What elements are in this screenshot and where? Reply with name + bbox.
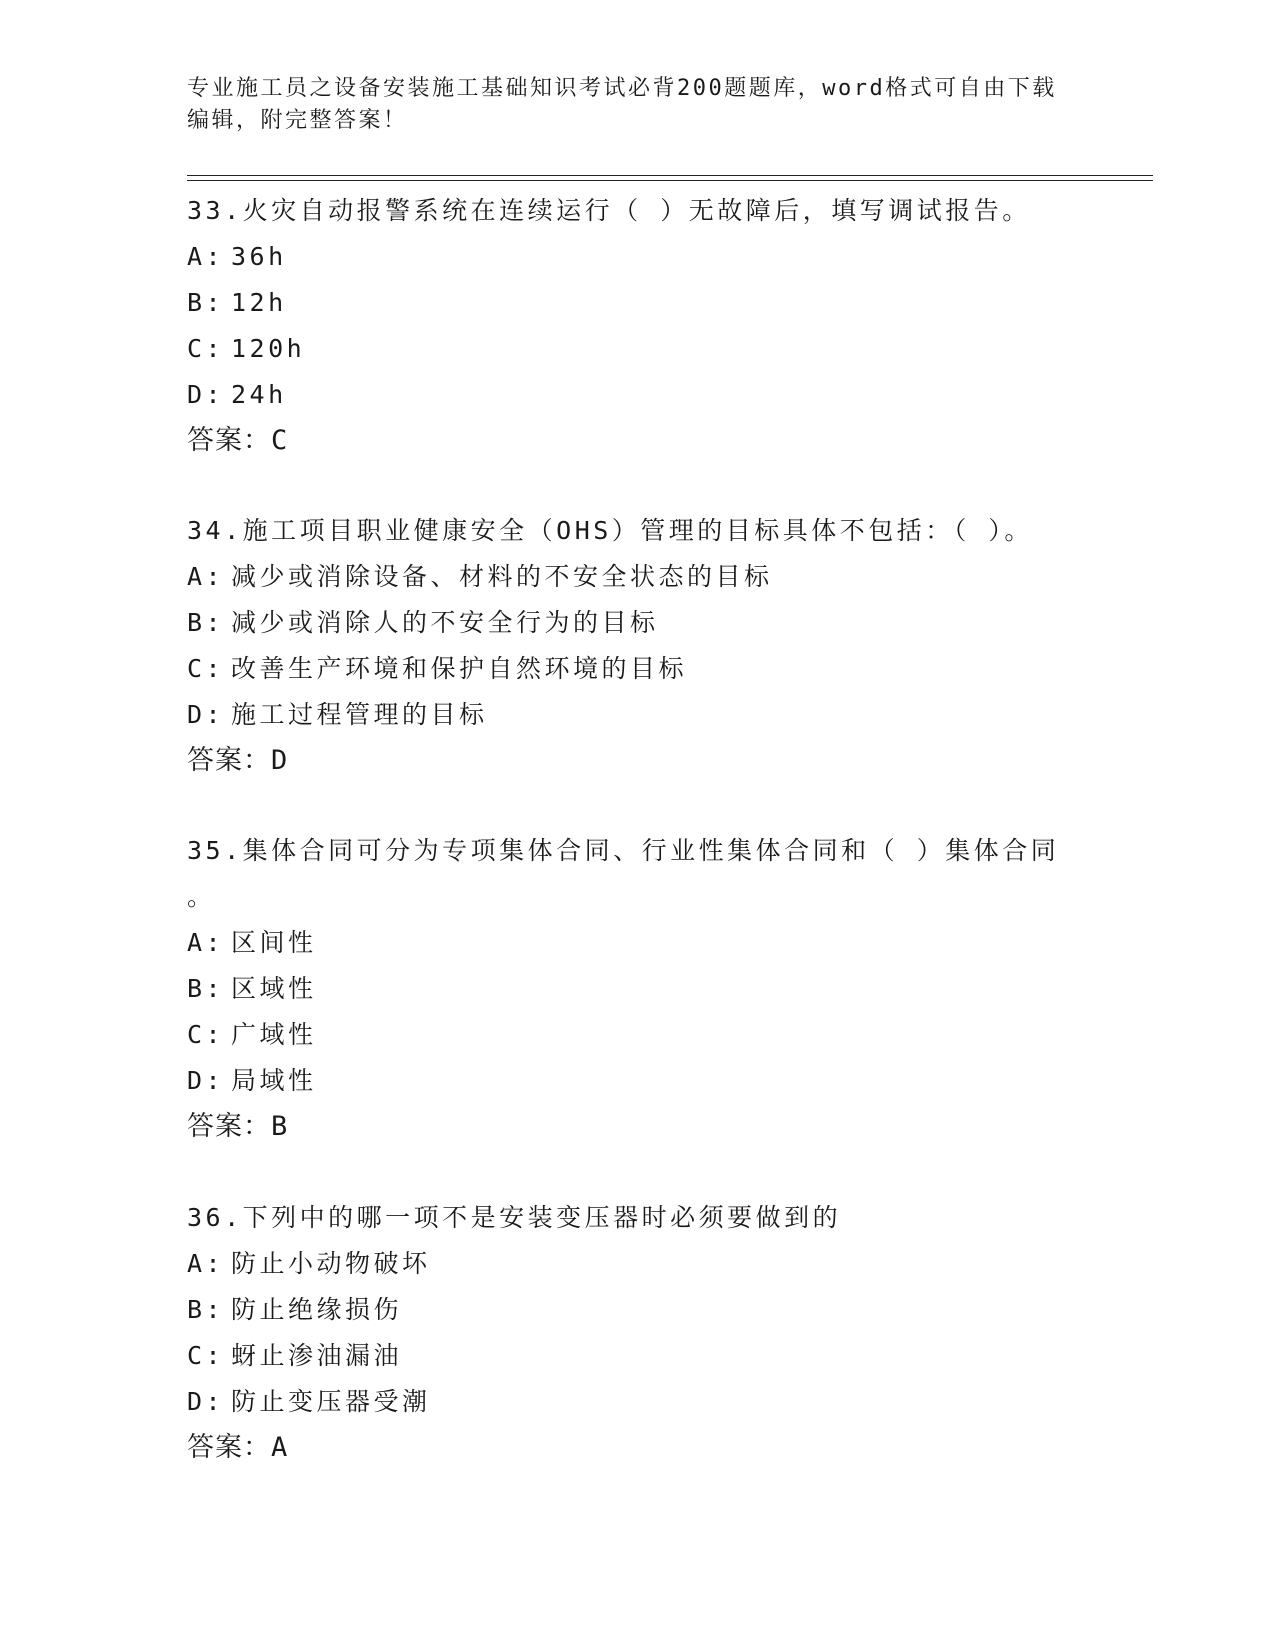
option-b <box>187 280 1087 326</box>
answer-line <box>187 418 1087 464</box>
header-divider-bottom <box>187 180 1153 181</box>
option-text: 防止绝缘损伤 <box>231 1295 403 1324</box>
answer-line <box>187 738 1087 784</box>
option-text: 减少或消除人的不安全行为的目标 <box>231 608 659 637</box>
option-text: 减少或消除设备、材料的不安全状态的目标 <box>231 562 773 591</box>
option-key: C: <box>187 1341 225 1370</box>
question-36 <box>187 1195 1087 1471</box>
header-title-line-2: 编辑，附完整答案！ <box>187 108 408 133</box>
question-text: 34.施工项目职业健康安全（OHS）管理的目标具体不包括：（ ）。 <box>187 516 1033 545</box>
question-35 <box>187 828 1087 1150</box>
option-key: D: <box>187 1066 225 1095</box>
option-a <box>187 554 1087 600</box>
option-key: B: <box>187 608 225 637</box>
option-key: A: <box>187 1249 225 1278</box>
option-text: 防止小动物破坏 <box>231 1249 431 1278</box>
document-header <box>187 73 1087 137</box>
answer-line <box>187 1425 1087 1471</box>
answer-line <box>187 1104 1087 1150</box>
answer-label: 答案： <box>187 1111 271 1142</box>
option-d <box>187 1058 1087 1104</box>
header-divider-top <box>187 175 1153 176</box>
option-c <box>187 1333 1087 1379</box>
answer-value: B <box>271 1111 289 1142</box>
option-text: 施工过程管理的目标 <box>231 700 488 729</box>
question-text: 35.集体合同可分为专项集体合同、行业性集体合同和（ ）集体合同 <box>187 836 1060 865</box>
answer-value: A <box>271 1432 289 1463</box>
option-key: B: <box>187 288 225 317</box>
question-text: 36.下列中的哪一项不是安装变压器时必须要做到的 <box>187 1203 842 1232</box>
option-c <box>187 646 1087 692</box>
option-d <box>187 1379 1087 1425</box>
option-text: 广域性 <box>231 1020 317 1049</box>
option-key: D: <box>187 380 225 409</box>
option-text: 区间性 <box>231 928 317 957</box>
question-33 <box>187 188 1087 464</box>
option-b <box>187 1287 1087 1333</box>
option-key: C: <box>187 654 225 683</box>
option-key: C: <box>187 334 225 363</box>
answer-value: C <box>271 425 289 456</box>
option-d <box>187 372 1087 418</box>
question-text-continuation: 。 <box>187 882 216 911</box>
question-34 <box>187 508 1087 784</box>
option-text: 蚜止渗油漏油 <box>231 1341 403 1370</box>
option-b <box>187 600 1087 646</box>
option-key: B: <box>187 1295 225 1324</box>
option-key: B: <box>187 974 225 1003</box>
option-text: 120h <box>231 334 306 363</box>
option-a <box>187 234 1087 280</box>
answer-label: 答案： <box>187 745 271 776</box>
option-key: A: <box>187 242 225 271</box>
option-key: D: <box>187 700 225 729</box>
option-c <box>187 326 1087 372</box>
option-text: 防止变压器受潮 <box>231 1387 431 1416</box>
option-a <box>187 1241 1087 1287</box>
option-c <box>187 1012 1087 1058</box>
option-text: 36h <box>231 242 287 271</box>
option-text: 12h <box>231 288 287 317</box>
option-d <box>187 692 1087 738</box>
option-a <box>187 920 1087 966</box>
option-text: 改善生产环境和保护自然环境的目标 <box>231 654 688 683</box>
option-key: D: <box>187 1387 225 1416</box>
option-text: 区域性 <box>231 974 317 1003</box>
option-key: A: <box>187 562 225 591</box>
option-key: C: <box>187 1020 225 1049</box>
answer-label: 答案： <box>187 425 271 456</box>
question-text: 33.火灾自动报警系统在连续运行（ ）无故障后，填写调试报告。 <box>187 196 1031 225</box>
answer-label: 答案： <box>187 1432 271 1463</box>
option-b <box>187 966 1087 1012</box>
option-key: A: <box>187 928 225 957</box>
option-text: 局域性 <box>231 1066 317 1095</box>
answer-value: D <box>271 745 289 776</box>
header-title-line-1: 专业施工员之设备安装施工基础知识考试必背200题题库，word格式可自由下载 <box>187 76 1057 101</box>
option-text: 24h <box>231 380 287 409</box>
